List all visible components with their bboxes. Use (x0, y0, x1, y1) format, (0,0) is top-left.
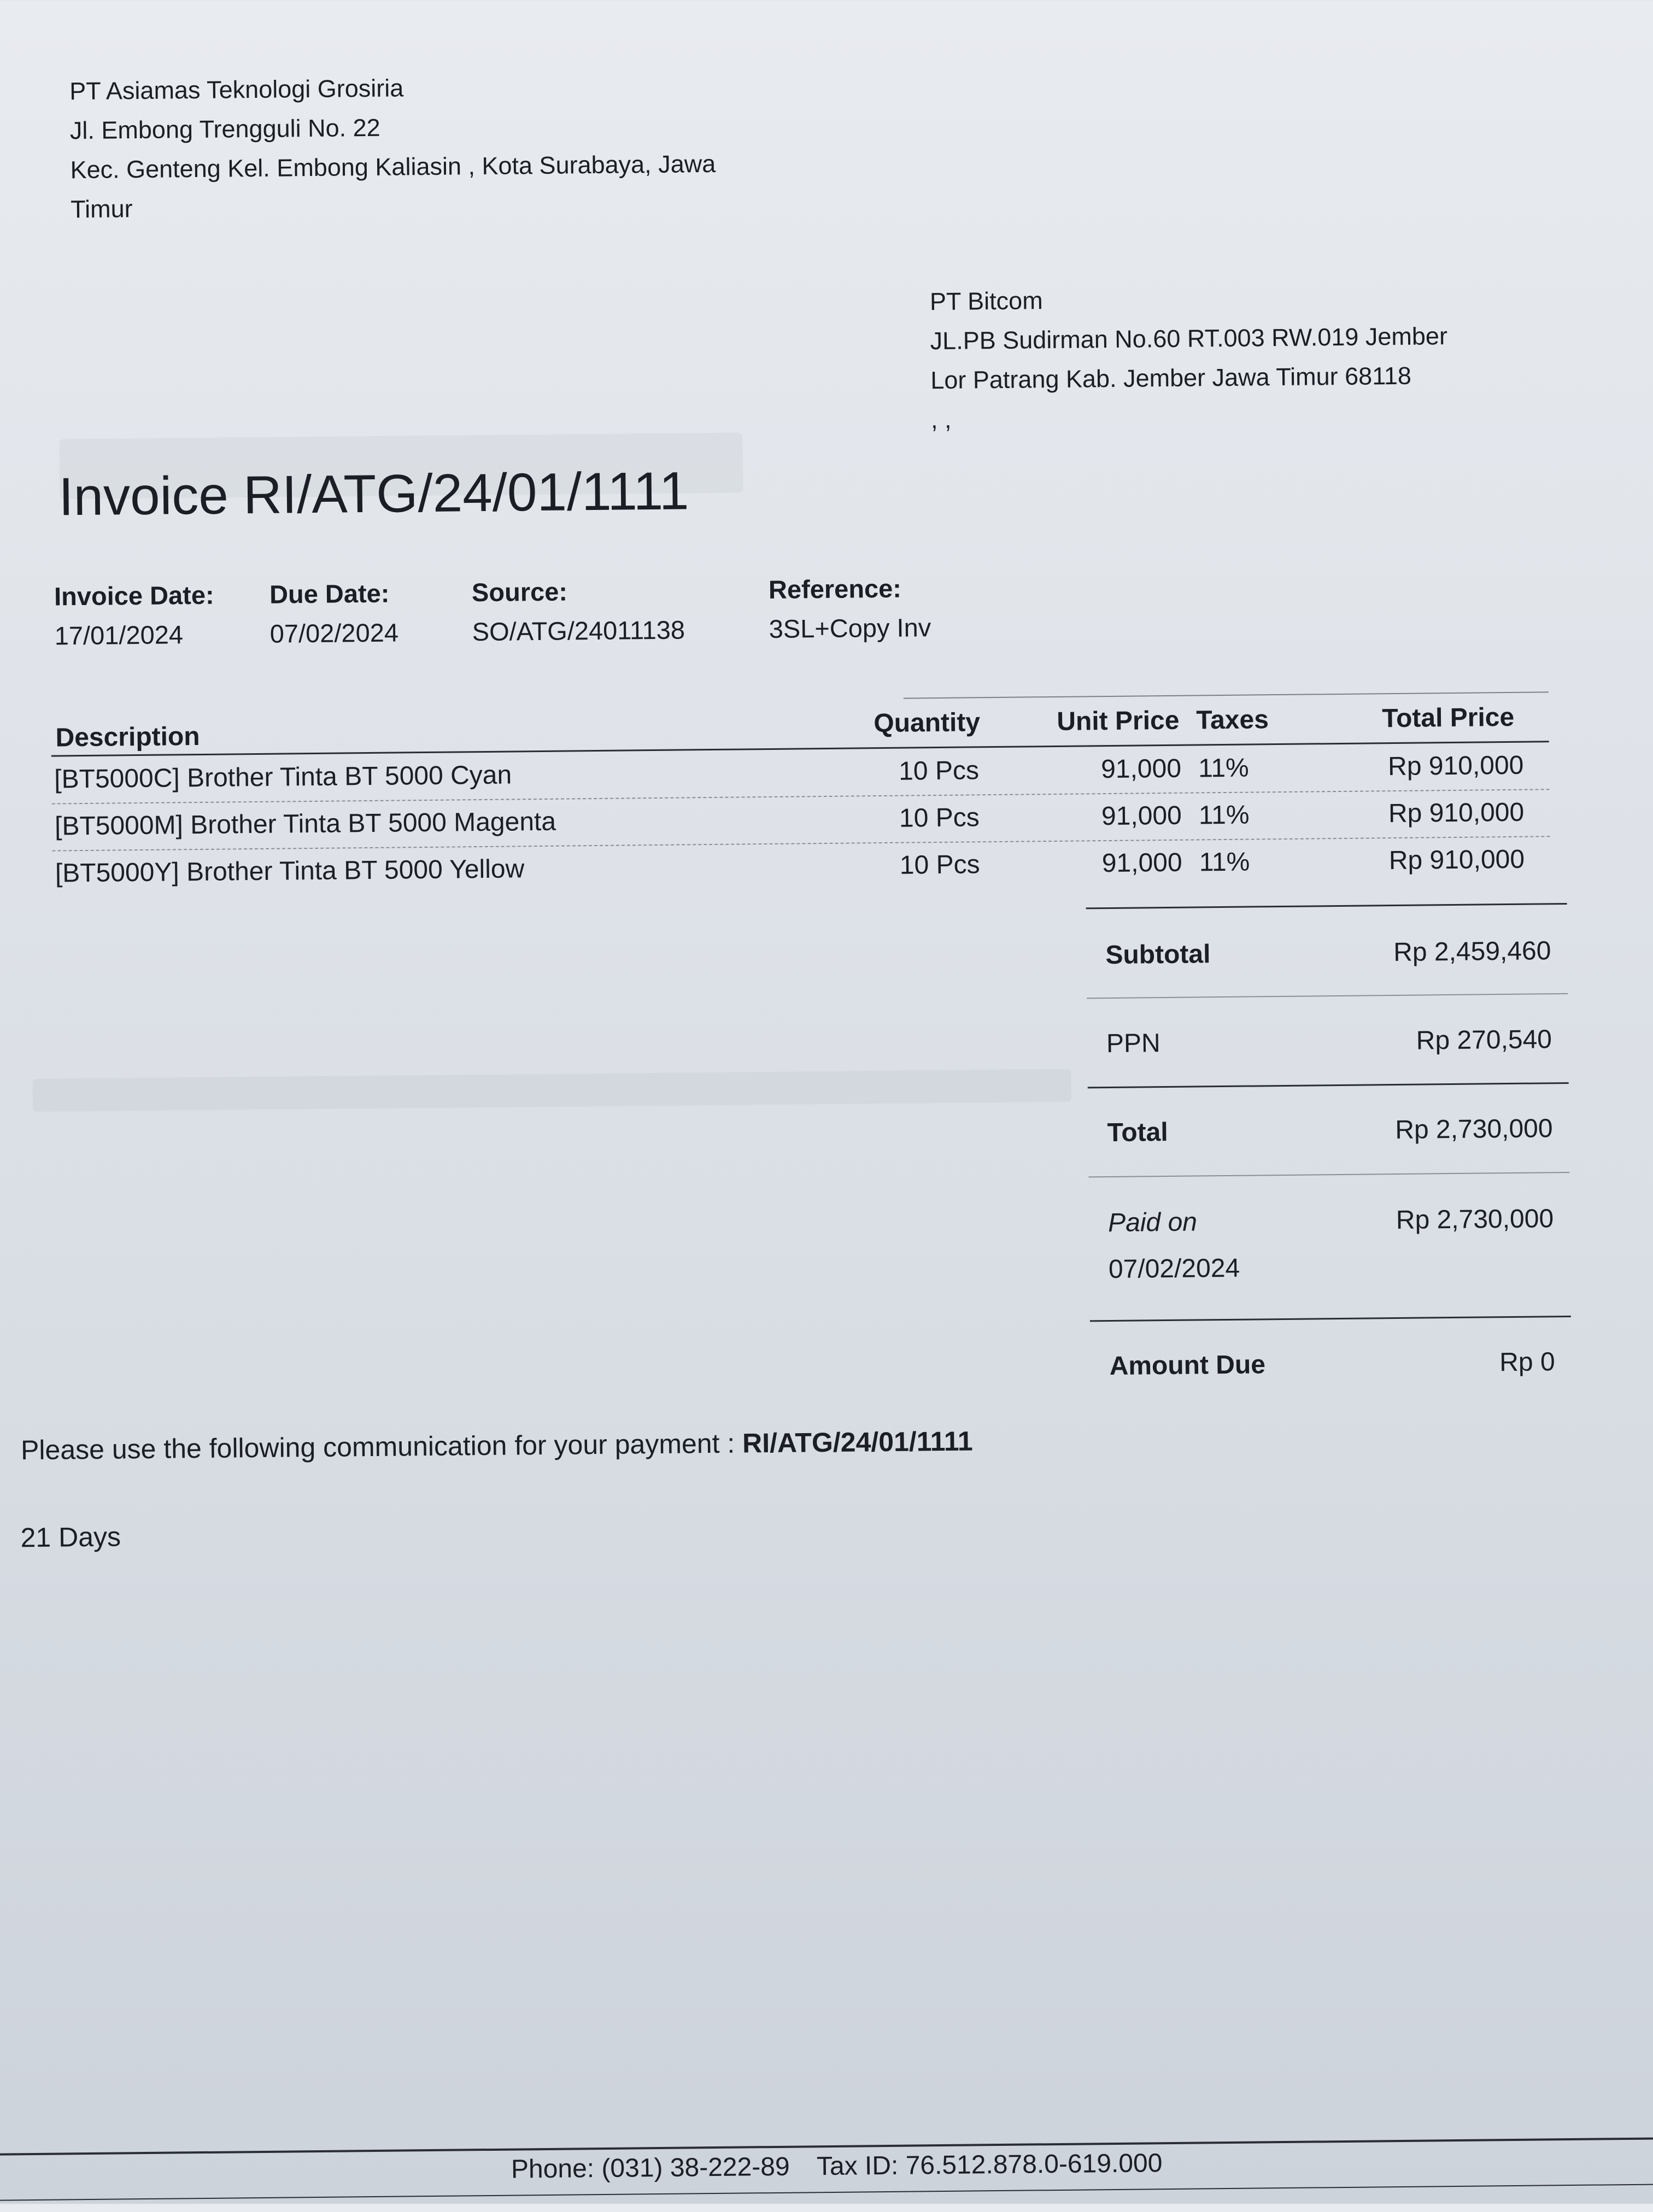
payment-communication-text: Please use the following communication for your payment : (20, 1428, 743, 1466)
due-date-label: Due Date: (269, 578, 390, 609)
total-value: Rp 2,730,000 (1395, 1114, 1553, 1145)
reference-field (769, 568, 931, 649)
header-taxes: Taxes (1196, 705, 1269, 735)
footer (10, 2143, 1653, 2189)
paid-amount: Rp 2,730,000 (1396, 1204, 1554, 1235)
row-description: [BT5000C] Brother Tinta BT 5000 Cyan (54, 760, 512, 794)
customer-address-line: JL.PB Sudirman No.60 RT.003 RW.019 Jember (930, 322, 1448, 355)
line-items-table (51, 698, 1549, 888)
footer-tax-id: Tax ID: 76.512.878.0-619.000 (816, 2149, 1163, 2181)
row-quantity: 10 Pcs (898, 756, 980, 786)
row-total-price: Rp 910,000 (1388, 844, 1525, 876)
totals-rule (1088, 1082, 1569, 1088)
source-value: SO/ATG/24011138 (472, 615, 685, 647)
payment-terms: 21 Days (20, 1521, 121, 1553)
footer-phone: Phone: (031) 38-222-89 (511, 2152, 790, 2184)
amount-due-value: Rp 0 (1499, 1347, 1555, 1377)
payment-communication (21, 1425, 973, 1466)
header-total-price: Total Price (1382, 702, 1515, 734)
row-unit-price: 91,000 (1101, 848, 1182, 878)
customer-name: PT Bitcom (929, 286, 1043, 316)
invoice-date-field (54, 576, 215, 656)
reference-label: Reference: (768, 573, 902, 604)
ppn-label: PPN (1106, 1029, 1160, 1059)
ppn-value: Rp 270,540 (1416, 1025, 1552, 1055)
company-address-block (69, 66, 716, 229)
row-total-price: Rp 910,000 (1387, 750, 1524, 782)
customer-address-line: , , (930, 405, 952, 434)
source-field (472, 571, 685, 652)
invoice-title: Invoice RI/ATG/24/01/1111 (58, 460, 689, 527)
row-quantity: 10 Pcs (899, 850, 980, 880)
totals-rule (1088, 1172, 1569, 1177)
due-date-field (269, 573, 399, 653)
company-address-line: Kec. Genteng Kel. Embong Kaliasin , Kota Surabaya, Jawa (70, 149, 716, 184)
total-label: Total (1107, 1118, 1168, 1148)
header-description: Description (55, 721, 200, 753)
row-unit-price: 91,000 (1100, 754, 1182, 784)
company-address-line: Timur (71, 195, 133, 224)
row-description: [BT5000Y] Brother Tinta BT 5000 Yellow (55, 854, 525, 888)
source-label: Source: (471, 577, 568, 607)
customer-address-line: Lor Patrang Kab. Jember Jawa Timur 68118 (930, 361, 1412, 395)
totals-rule (1087, 993, 1568, 999)
subtotal-label: Subtotal (1105, 940, 1211, 970)
row-total-price: Rp 910,000 (1388, 797, 1525, 829)
totals-rule (1090, 1316, 1571, 1322)
subtotal-value: Rp 2,459,460 (1393, 936, 1551, 967)
row-unit-price: 91,000 (1101, 801, 1182, 831)
row-description: [BT5000M] Brother Tinta BT 5000 Magenta (54, 807, 556, 841)
invoice-date-label: Invoice Date: (54, 580, 214, 611)
paid-date: 07/02/2024 (1108, 1253, 1240, 1284)
amount-due-label: Amount Due (1109, 1350, 1266, 1381)
row-taxes: 11% (1198, 800, 1250, 830)
customer-address-block (930, 277, 1449, 439)
payment-reference: RI/ATG/24/01/1111 (742, 1425, 973, 1459)
show-through-shadow (33, 1069, 1071, 1112)
row-quantity: 10 Pcs (899, 803, 980, 833)
company-address-line: Jl. Embong Trengguli No. 22 (69, 113, 380, 145)
reference-value: 3SL+Copy Inv (769, 613, 931, 643)
totals-top-rule (1086, 903, 1567, 909)
header-quantity: Quantity (874, 708, 981, 738)
totals-block (1086, 903, 1567, 1381)
table-top-rule (904, 691, 1549, 699)
row-taxes: 11% (1198, 753, 1249, 783)
company-name: PT Asiamas Teknologi Grosiria (69, 74, 404, 105)
header-unit-price: Unit Price (1057, 706, 1180, 736)
invoice-date-value: 17/01/2024 (54, 620, 184, 650)
due-date-value: 07/02/2024 (269, 618, 399, 648)
paid-on-label: Paid on (1107, 1207, 1198, 1238)
row-taxes: 11% (1199, 847, 1250, 877)
